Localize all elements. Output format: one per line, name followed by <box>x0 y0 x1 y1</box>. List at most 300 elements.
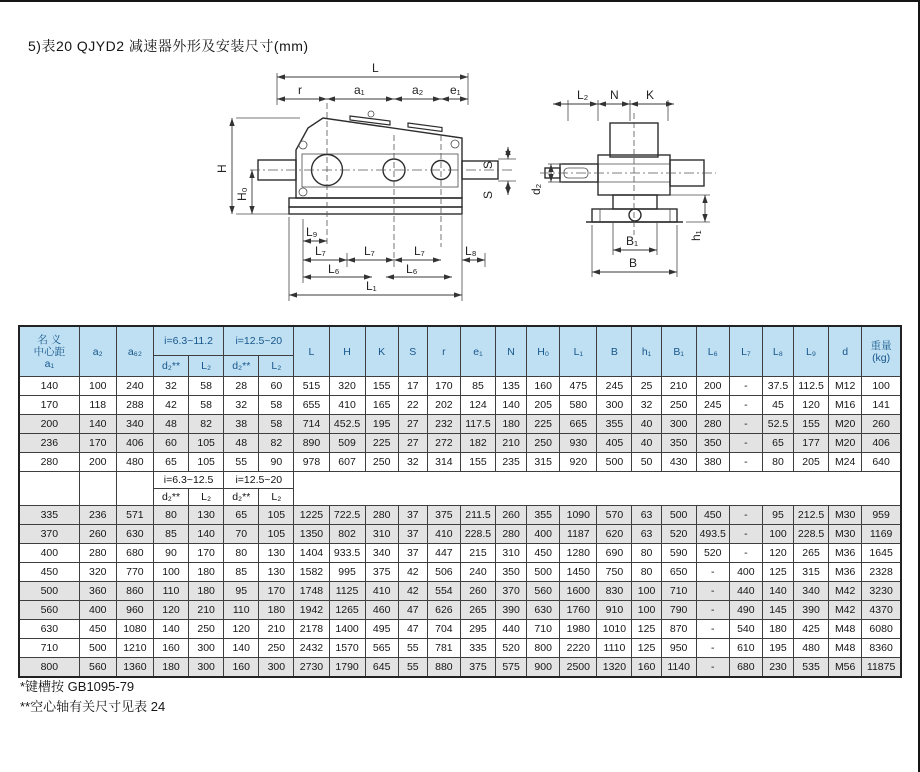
col-header-H: H <box>329 326 365 377</box>
table-cell: 120 <box>794 396 829 415</box>
table-cell: 95 <box>762 506 793 525</box>
table-cell: 32 <box>398 453 427 472</box>
table-cell: 650 <box>661 563 696 582</box>
table-cell: 680 <box>116 544 153 563</box>
table-cell: - <box>729 434 762 453</box>
table-cell: 105 <box>259 506 294 525</box>
table-cell: 58 <box>189 377 224 396</box>
table-row <box>19 396 901 415</box>
table-cell: 141 <box>862 396 901 415</box>
table-cell: 235 <box>496 453 527 472</box>
table-cell: 515 <box>294 377 329 396</box>
table-cell: 1320 <box>597 658 632 678</box>
table-cell: 335 <box>460 639 495 658</box>
table-cell: 124 <box>460 396 495 415</box>
table-cell: 245 <box>696 396 729 415</box>
col-group-ratio-1: i=6.3~11.2 <box>153 326 223 356</box>
band-blank-cell <box>116 472 153 506</box>
table-cell: 1748 <box>294 582 329 601</box>
table-cell: 350 <box>661 434 696 453</box>
table-cell: 212.5 <box>794 506 829 525</box>
table-cell: 554 <box>427 582 460 601</box>
dim-label-r: r <box>298 83 302 97</box>
table-cell: 8360 <box>862 639 901 658</box>
table-cell: 571 <box>116 506 153 525</box>
table-cell: 1360 <box>116 658 153 678</box>
table-cell: M16 <box>829 396 862 415</box>
table-cell: 140 <box>19 377 79 396</box>
table-cell: - <box>729 377 762 396</box>
table-cell: 45 <box>762 396 793 415</box>
table-cell: 228.5 <box>794 525 829 544</box>
table-cell: 340 <box>794 582 829 601</box>
table-cell: M42 <box>829 582 862 601</box>
col-header-L2-g2: L₂ <box>259 356 294 377</box>
table-cell: 375 <box>427 506 460 525</box>
table-cell: 2730 <box>294 658 329 678</box>
table-cell: 520 <box>496 639 527 658</box>
table-cell: 170 <box>79 434 116 453</box>
table-cell: 211.5 <box>460 506 495 525</box>
table-cell: 280 <box>19 453 79 472</box>
table-cell: 32 <box>153 377 188 396</box>
dim-label-L8: L₈ <box>465 244 477 258</box>
table-cell: 920 <box>560 453 597 472</box>
table-cell: 140 <box>79 415 116 434</box>
table-cell: 375 <box>365 563 398 582</box>
table-cell: 500 <box>19 582 79 601</box>
table-cell: 2178 <box>294 620 329 639</box>
col-header-H0: H₀ <box>527 326 560 377</box>
table-cell: 260 <box>79 525 116 544</box>
table-cell: 205 <box>527 396 560 415</box>
table-cell: 722.5 <box>329 506 365 525</box>
table-cell: M42 <box>829 601 862 620</box>
table-cell: 1125 <box>329 582 365 601</box>
col-header-L8: L₈ <box>762 326 793 377</box>
table-body-upper <box>19 377 901 472</box>
table-cell: 95 <box>224 582 259 601</box>
table-row <box>19 415 901 434</box>
table-cell: 406 <box>116 434 153 453</box>
table-cell: 400 <box>729 563 762 582</box>
band-header-L2-g2: L₂ <box>259 489 294 506</box>
table-cell: 80 <box>762 453 793 472</box>
table-cell: 1090 <box>560 506 597 525</box>
footnote-hollow-shaft: **空心轴有关尺寸见表 24 <box>20 699 166 714</box>
dim-label-L2: L₂ <box>577 88 589 102</box>
table-cell: 630 <box>116 525 153 544</box>
table-cell: 630 <box>527 601 560 620</box>
table-cell: 22 <box>398 396 427 415</box>
band-blank-cell <box>19 472 79 506</box>
table-cell: 480 <box>794 639 829 658</box>
table-cell: 42 <box>153 396 188 415</box>
table-cell: 405 <box>597 434 632 453</box>
table-header <box>19 326 901 377</box>
dim-label-a1: a₁ <box>354 83 365 97</box>
table-cell: 350 <box>496 563 527 582</box>
table-cell: 250 <box>661 396 696 415</box>
table-cell: 450 <box>696 506 729 525</box>
table-cell: 750 <box>597 563 632 582</box>
table-cell: 447 <box>427 544 460 563</box>
table-cell: 145 <box>762 601 793 620</box>
table-cell: 100 <box>862 377 901 396</box>
dim-label-h1: h₁ <box>689 230 703 241</box>
table-cell: 1280 <box>560 544 597 563</box>
table-cell: 560 <box>19 601 79 620</box>
table-cell: 48 <box>153 415 188 434</box>
table-cell: 80 <box>632 544 661 563</box>
table-cell: 2328 <box>862 563 901 582</box>
table-cell: 100 <box>153 563 188 582</box>
table-cell: 180 <box>189 563 224 582</box>
side-view <box>215 61 516 301</box>
table-cell: 70 <box>224 525 259 544</box>
table-cell: 60 <box>259 377 294 396</box>
table-cell: 160 <box>632 658 661 678</box>
table-cell: 140 <box>224 639 259 658</box>
table-cell: 105 <box>189 453 224 472</box>
table-cell: 125 <box>632 639 661 658</box>
table-cell: 170 <box>259 582 294 601</box>
col-header-r: r <box>427 326 460 377</box>
table-cell: 950 <box>661 639 696 658</box>
table-cell: 125 <box>632 620 661 639</box>
table-cell: 250 <box>365 453 398 472</box>
table-cell: 978 <box>294 453 329 472</box>
table-cell: 570 <box>597 506 632 525</box>
table-cell: 85 <box>153 525 188 544</box>
table-cell: 80 <box>224 544 259 563</box>
table-cell: 300 <box>189 658 224 678</box>
table-cell: 4370 <box>862 601 901 620</box>
dim-label-L6-2: L₆ <box>406 262 418 276</box>
dim-label-H: H <box>215 164 229 173</box>
table-cell: 105 <box>189 434 224 453</box>
table-cell: - <box>696 563 729 582</box>
table-cell: 17 <box>398 377 427 396</box>
table-cell: 265 <box>794 544 829 563</box>
table-cell: 626 <box>427 601 460 620</box>
table-cell: 40 <box>632 434 661 453</box>
table-cell: 225 <box>527 415 560 434</box>
table-cell: 265 <box>460 601 495 620</box>
table-cell: 47 <box>398 620 427 639</box>
table-cell: 355 <box>597 415 632 434</box>
table-cell: 580 <box>560 396 597 415</box>
band-blank-cell <box>79 472 116 506</box>
table-cell: - <box>696 620 729 639</box>
table-cell: M12 <box>829 377 862 396</box>
table-cell: 2432 <box>294 639 329 658</box>
band-group-ratio-1: i=6.3~12.5 <box>153 472 223 489</box>
table-cell: 506 <box>427 563 460 582</box>
dim-label-B: B <box>629 256 638 270</box>
table-cell: 575 <box>496 658 527 678</box>
table-cell: - <box>729 544 762 563</box>
table-cell: 890 <box>294 434 329 453</box>
table-cell: - <box>696 639 729 658</box>
technical-drawing <box>0 55 920 315</box>
table-cell: 607 <box>329 453 365 472</box>
table-cell: 60 <box>153 434 188 453</box>
col-header-L9: L₉ <box>794 326 829 377</box>
table-cell: 680 <box>729 658 762 678</box>
table-cell: 236 <box>19 434 79 453</box>
table-cell: 180 <box>762 620 793 639</box>
table-cell: 1210 <box>116 639 153 658</box>
table-cell: 1110 <box>597 639 632 658</box>
table-cell: 105 <box>259 525 294 544</box>
table-cell: 300 <box>189 639 224 658</box>
table-cell: 440 <box>729 582 762 601</box>
table-cell: M36 <box>829 563 862 582</box>
table-cell: 540 <box>729 620 762 639</box>
table-cell: M30 <box>829 525 862 544</box>
table-cell: 58 <box>189 396 224 415</box>
dim-label-H0: H₀ <box>235 187 249 201</box>
table-cell: 1942 <box>294 601 329 620</box>
table-cell: 195 <box>762 639 793 658</box>
table-cell: - <box>729 396 762 415</box>
table-row <box>19 544 901 563</box>
col-group-ratio-2: i=12.5~20 <box>224 326 294 356</box>
table-cell: 32 <box>224 396 259 415</box>
table-cell: 6080 <box>862 620 901 639</box>
dim-label-B1: B₁ <box>626 234 639 248</box>
table-cell: 140 <box>762 582 793 601</box>
table-cell: 140 <box>153 620 188 639</box>
table-cell: M36 <box>829 544 862 563</box>
page-title: 5)表20 QJYD2 减速器外形及安装尺寸(mm) <box>28 38 309 54</box>
col-header-weight: 重量 (kg) <box>862 326 901 377</box>
table-cell: 110 <box>224 601 259 620</box>
table-cell: 130 <box>189 506 224 525</box>
table-cell: 48 <box>224 434 259 453</box>
dim-label-S-top: S <box>481 160 495 169</box>
table-cell: 180 <box>153 658 188 678</box>
table-cell: 665 <box>560 415 597 434</box>
col-header-as2: a₆₂ <box>116 326 153 377</box>
table-cell: 535 <box>794 658 829 678</box>
table-cell: 228.5 <box>460 525 495 544</box>
dim-label-L6-1: L₆ <box>328 262 340 276</box>
col-header-B: B <box>597 326 632 377</box>
table-cell: 565 <box>365 639 398 658</box>
table-cell: 620 <box>597 525 632 544</box>
table-cell: 310 <box>365 525 398 544</box>
table-cell: 90 <box>153 544 188 563</box>
table-cell: 1080 <box>116 620 153 639</box>
table-cell: 1790 <box>329 658 365 678</box>
table-cell: 360 <box>79 582 116 601</box>
table-cell: 410 <box>329 396 365 415</box>
table-cell: 110 <box>153 582 188 601</box>
table-cell: 655 <box>294 396 329 415</box>
table-cell: M48 <box>829 620 862 639</box>
table-cell: 118 <box>79 396 116 415</box>
table-cell: 200 <box>79 453 116 472</box>
table-cell: 52.5 <box>762 415 793 434</box>
table-cell: 1265 <box>329 601 365 620</box>
table-cell: 27 <box>398 434 427 453</box>
table-cell: 130 <box>259 544 294 563</box>
table-cell: 800 <box>527 639 560 658</box>
table-cell: 120 <box>153 601 188 620</box>
table-cell: 910 <box>597 601 632 620</box>
table-cell: 930 <box>560 434 597 453</box>
table-row <box>19 525 901 544</box>
table-cell: 314 <box>427 453 460 472</box>
table-cell: 240 <box>116 377 153 396</box>
table-cell: 560 <box>527 582 560 601</box>
table-cell: 1400 <box>329 620 365 639</box>
table-cell: 406 <box>862 434 901 453</box>
table-cell: 315 <box>527 453 560 472</box>
table-cell: 210 <box>189 601 224 620</box>
table-cell: 65 <box>224 506 259 525</box>
table-cell: 830 <box>597 582 632 601</box>
table-cell: 450 <box>527 544 560 563</box>
table-cell: 155 <box>460 453 495 472</box>
table-cell: 202 <box>427 396 460 415</box>
table-cell: 65 <box>153 453 188 472</box>
table-cell: 960 <box>116 601 153 620</box>
table-cell: - <box>696 582 729 601</box>
table-cell: 495 <box>365 620 398 639</box>
table-cell: 1187 <box>560 525 597 544</box>
dim-label-d2: d₂ <box>529 183 543 195</box>
table-cell: 63 <box>632 525 661 544</box>
table-row <box>19 563 901 582</box>
table-row <box>19 453 901 472</box>
table-cell: 100 <box>79 377 116 396</box>
table-cell: 27 <box>398 415 427 434</box>
table-cell: - <box>729 415 762 434</box>
table-cell: 100 <box>632 601 661 620</box>
table-cell: 250 <box>189 620 224 639</box>
table-cell: 770 <box>116 563 153 582</box>
table-cell: 200 <box>696 377 729 396</box>
table-cell: 28 <box>224 377 259 396</box>
table-cell: 493.5 <box>696 525 729 544</box>
table-cell: 260 <box>460 582 495 601</box>
table-cell: 1140 <box>661 658 696 678</box>
col-header-B1: B₁ <box>661 326 696 377</box>
table-cell: 500 <box>79 639 116 658</box>
band-header-d2-g1: d₂** <box>153 489 188 506</box>
table-cell: - <box>729 525 762 544</box>
table-cell: 177 <box>794 434 829 453</box>
table-cell: 1645 <box>862 544 901 563</box>
table-cell: 520 <box>661 525 696 544</box>
table-cell: 900 <box>527 658 560 678</box>
col-header-L1: L₁ <box>560 326 597 377</box>
table-cell: 490 <box>729 601 762 620</box>
table-cell: 63 <box>632 506 661 525</box>
col-header-L6: L₆ <box>696 326 729 377</box>
table-cell: 42 <box>398 582 427 601</box>
table-cell: 280 <box>365 506 398 525</box>
table-cell: 205 <box>794 453 829 472</box>
table-cell: 340 <box>116 415 153 434</box>
table-cell: 310 <box>496 544 527 563</box>
table-cell: 475 <box>560 377 597 396</box>
col-header-d: d <box>829 326 862 377</box>
col-header-L7: L₇ <box>729 326 762 377</box>
end-view <box>529 88 716 277</box>
col-header-S: S <box>398 326 427 377</box>
table-cell: 710 <box>661 582 696 601</box>
table-row <box>19 620 901 639</box>
table-cell: 117.5 <box>460 415 495 434</box>
table-cell: 37 <box>398 506 427 525</box>
table-cell: 880 <box>427 658 460 678</box>
table-cell: 120 <box>762 544 793 563</box>
table-cell: 37.5 <box>762 377 793 396</box>
table-cell: 250 <box>527 434 560 453</box>
table-cell: 11875 <box>862 658 901 678</box>
table-cell: 180 <box>496 415 527 434</box>
scan-edge-top <box>0 0 920 2</box>
table-cell: 690 <box>597 544 632 563</box>
table-cell: 1404 <box>294 544 329 563</box>
table-cell: 280 <box>496 525 527 544</box>
table-cell: 1980 <box>560 620 597 639</box>
table-cell: 25 <box>632 377 661 396</box>
table-cell: 400 <box>19 544 79 563</box>
table-cell: 182 <box>460 434 495 453</box>
table-cell: 2500 <box>560 658 597 678</box>
table-cell: 55 <box>398 639 427 658</box>
table-cell: 37 <box>398 525 427 544</box>
table-cell: 295 <box>460 620 495 639</box>
table-cell: 42 <box>398 563 427 582</box>
table-cell: 1582 <box>294 563 329 582</box>
col-header-L2-g1: L₂ <box>189 356 224 377</box>
table-cell: 933.5 <box>329 544 365 563</box>
table-cell: 210 <box>496 434 527 453</box>
table-cell: 82 <box>189 415 224 434</box>
table-cell: M24 <box>829 453 862 472</box>
table-cell: 55 <box>224 453 259 472</box>
col-header-center-distance: 名 义 中心距 a₁ <box>19 326 79 377</box>
table-body-lower <box>19 506 901 678</box>
table-cell: 1570 <box>329 639 365 658</box>
table-cell: 1760 <box>560 601 597 620</box>
table-cell: 260 <box>862 415 901 434</box>
table-cell: 90 <box>259 453 294 472</box>
col-header-h1: h₁ <box>632 326 661 377</box>
table-cell: 410 <box>427 525 460 544</box>
table-cell: M56 <box>829 658 862 678</box>
table-cell: 180 <box>189 582 224 601</box>
table-cell: 860 <box>116 582 153 601</box>
table-cell: 400 <box>527 525 560 544</box>
table-cell: 215 <box>460 544 495 563</box>
table-cell: 710 <box>19 639 79 658</box>
table-cell: 125 <box>762 563 793 582</box>
table-cell: 288 <box>116 396 153 415</box>
table-cell: 315 <box>794 563 829 582</box>
dim-label-a2: a₂ <box>412 83 424 97</box>
table-cell: 140 <box>189 525 224 544</box>
table-cell: 140 <box>496 396 527 415</box>
table-cell: 380 <box>696 453 729 472</box>
table-cell: 375 <box>460 658 495 678</box>
